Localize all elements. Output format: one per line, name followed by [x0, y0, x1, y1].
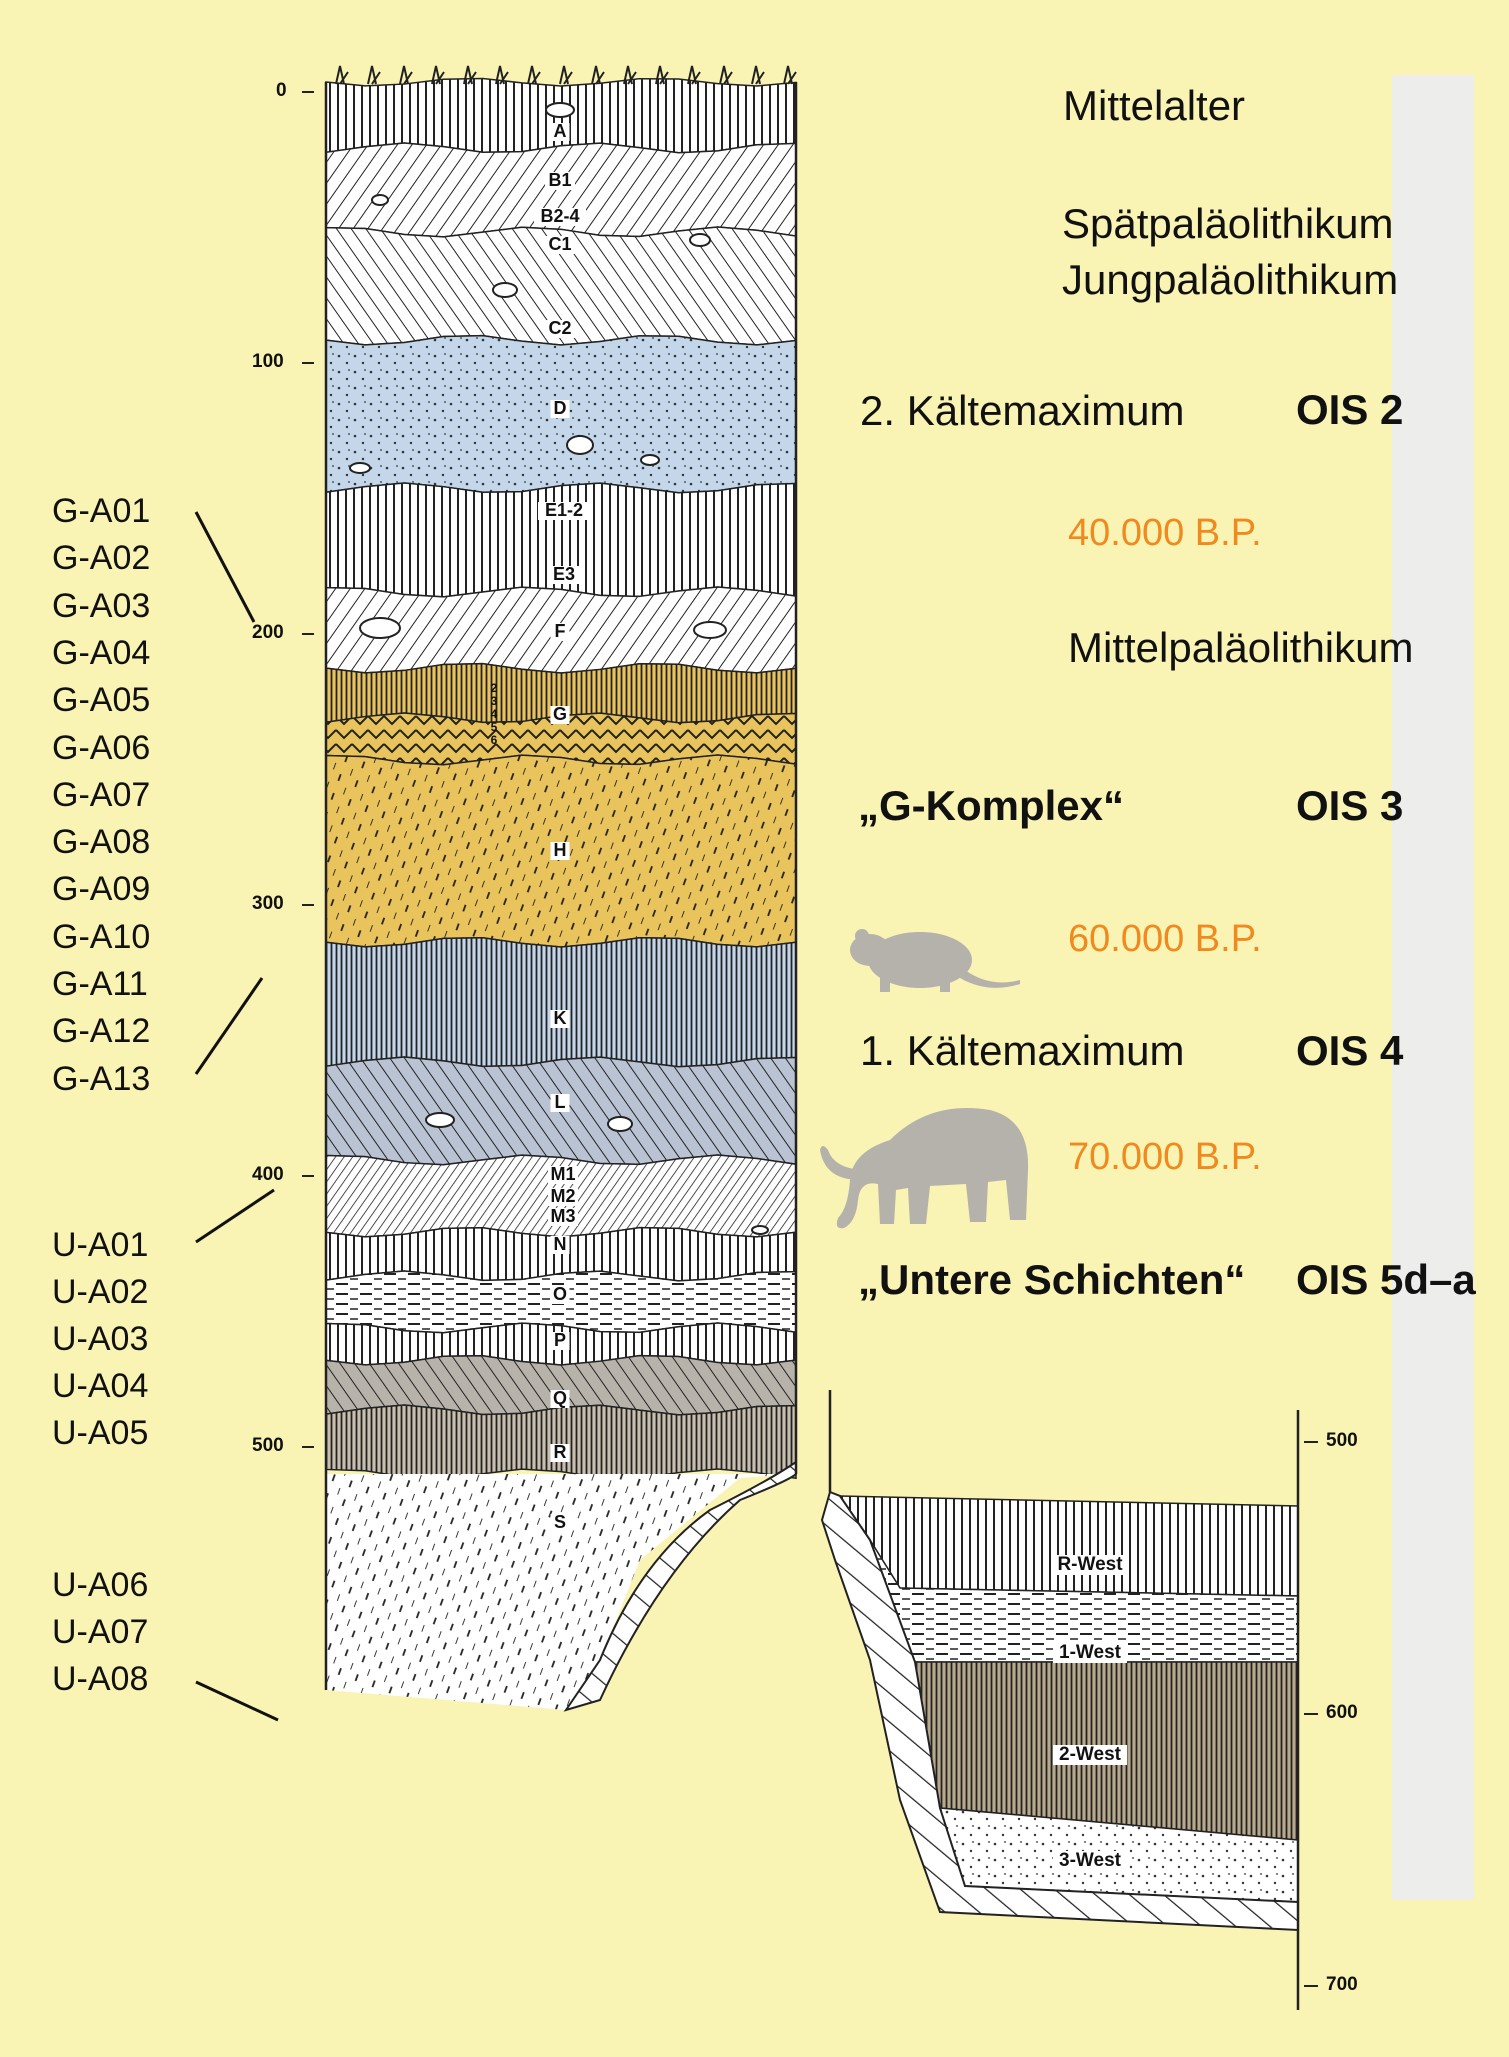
- period-untere-schichten: „Untere Schichten“: [858, 1256, 1246, 1303]
- stone: [641, 455, 659, 465]
- layer-label: F: [554, 621, 566, 641]
- depth-tick-label: 300: [252, 893, 284, 914]
- stone: [567, 436, 593, 454]
- age-40000: 40.000 B.P.: [1068, 512, 1262, 554]
- stone: [350, 463, 370, 473]
- sample-label: G-A01: [52, 492, 151, 530]
- layer-band-hatching: [326, 938, 796, 1067]
- layer-label: B2-4: [540, 206, 580, 226]
- stone: [752, 1226, 768, 1234]
- ois-4-label: OIS 4: [1296, 1027, 1404, 1074]
- sample-label: G-A12: [52, 1012, 151, 1051]
- sample-label: G-A02: [52, 539, 151, 578]
- sample-connector: [196, 512, 254, 622]
- depth-tick-label: 500: [252, 1435, 284, 1456]
- sample-label: G-A11: [52, 965, 148, 1003]
- sample-label: U-A02: [52, 1273, 149, 1311]
- sample-label: U-A03: [52, 1320, 149, 1358]
- sample-label: G-A04: [52, 633, 151, 672]
- west-layer-label: R-West: [1057, 1554, 1123, 1575]
- west-layer-label: 1-West: [1059, 1642, 1121, 1663]
- west-depth-tick-label: 700: [1326, 1974, 1358, 1995]
- layer-label: E3: [552, 564, 576, 584]
- layer-label: P: [553, 1330, 567, 1350]
- layer-label: D: [553, 398, 567, 418]
- sample-label: G-A09: [52, 870, 151, 909]
- sample-label: G-A07: [52, 775, 151, 814]
- layer-label: E1-2: [544, 500, 584, 520]
- layer-label: M3: [550, 1206, 576, 1226]
- layer-label: M2: [550, 1186, 576, 1206]
- grass-tuft: [784, 66, 796, 84]
- period-mittelalter: Mittelalter: [1063, 82, 1246, 129]
- ois-5-label: OIS 5d–a: [1296, 1256, 1476, 1303]
- layer-label: A: [553, 121, 567, 141]
- grass-tuft: [400, 66, 412, 84]
- depth-tick-label: 100: [252, 351, 284, 372]
- layer-label: N: [553, 1234, 567, 1254]
- stone: [426, 1113, 454, 1127]
- layer-label: K: [553, 1008, 567, 1028]
- sample-label: G-A06: [52, 728, 151, 767]
- sample-label: U-A05: [52, 1414, 149, 1452]
- grass-tuft: [752, 66, 764, 84]
- sample-label: G-A10: [52, 917, 151, 956]
- age-60000: 60.000 B.P.: [1068, 918, 1262, 960]
- g-sublayer-number: 5: [490, 720, 498, 734]
- period-mittelpalaeolithikum: Mittelpaläolithikum: [1068, 624, 1414, 671]
- period-jungpalaeolithikum: Jungpaläolithikum: [1062, 256, 1399, 303]
- grass-tuft: [336, 66, 348, 84]
- ois-2-label: OIS 2: [1296, 386, 1404, 433]
- mammoth-silhouette-icon: [820, 1108, 1028, 1228]
- sample-connector: [196, 1682, 278, 1720]
- sample-label: U-A04: [52, 1367, 149, 1405]
- grass-tuft: [528, 66, 540, 84]
- g-sublayer-number: 2: [490, 681, 498, 695]
- period-spaetpalaeolithikum: Spätpaläolithikum: [1062, 200, 1394, 247]
- period-g-komplex: „G-Komplex“: [858, 782, 1125, 829]
- g-sublayer-number: 4: [490, 707, 498, 721]
- layer-label: S: [553, 1512, 567, 1532]
- grass-tuft: [560, 66, 572, 84]
- stone: [360, 618, 400, 638]
- sample-label: G-A08: [52, 823, 151, 862]
- layer-label: G: [552, 704, 568, 724]
- sample-label: U-A08: [52, 1660, 149, 1698]
- age-70000: 70.000 B.P.: [1068, 1136, 1262, 1178]
- sample-connector-lines: [196, 512, 278, 1720]
- sample-label: U-A01: [52, 1226, 149, 1264]
- period-kaeltemaximum-2: 2. Kältemaximum: [860, 387, 1185, 434]
- layer-label: R: [553, 1442, 567, 1462]
- g-sublayer-number: 3: [490, 694, 498, 708]
- west-layer-band-hatching: [840, 1496, 1298, 1596]
- layer-label: O: [552, 1284, 568, 1304]
- ois-3-label: OIS 3: [1296, 782, 1404, 829]
- layer-label: Q: [552, 1388, 568, 1408]
- layer-label: B1: [548, 170, 572, 190]
- grass-tuft: [368, 66, 380, 84]
- period-kaeltemaximum-1: 1. Kältemaximum: [860, 1027, 1185, 1074]
- west-depth-tick-label: 500: [1326, 1430, 1358, 1451]
- stone: [493, 283, 517, 297]
- stone: [608, 1117, 632, 1131]
- depth-tick-label: 400: [252, 1164, 284, 1185]
- layer-label: C2: [548, 318, 572, 338]
- depth-tick-label: 200: [252, 622, 284, 643]
- stone: [546, 103, 574, 117]
- layer-label: M1: [550, 1164, 576, 1184]
- stone: [694, 622, 726, 638]
- sample-label: G-A03: [52, 586, 151, 625]
- layer-label: C1: [548, 234, 572, 254]
- west-depth-tick-label: 600: [1326, 1702, 1358, 1723]
- west-layer-label: 3-West: [1059, 1850, 1121, 1871]
- west-layer-label: 2-West: [1059, 1744, 1121, 1765]
- depth-tick-label: 0: [276, 80, 287, 101]
- layer-label: H: [553, 840, 567, 860]
- grass-tuft: [592, 66, 604, 84]
- sample-label: U-A07: [52, 1613, 149, 1651]
- layer-label: L: [554, 1092, 566, 1112]
- sample-connector: [196, 978, 262, 1074]
- rodent-silhouette-icon: [850, 929, 1020, 992]
- stone: [372, 195, 388, 205]
- sample-connector: [196, 1190, 274, 1242]
- sample-label: U-A06: [52, 1566, 149, 1604]
- grass-tuft: [720, 66, 732, 84]
- g-sublayer-number: 6: [490, 733, 498, 747]
- stone: [690, 234, 710, 246]
- sample-label: G-A05: [52, 681, 151, 720]
- sample-label: G-A13: [52, 1059, 151, 1098]
